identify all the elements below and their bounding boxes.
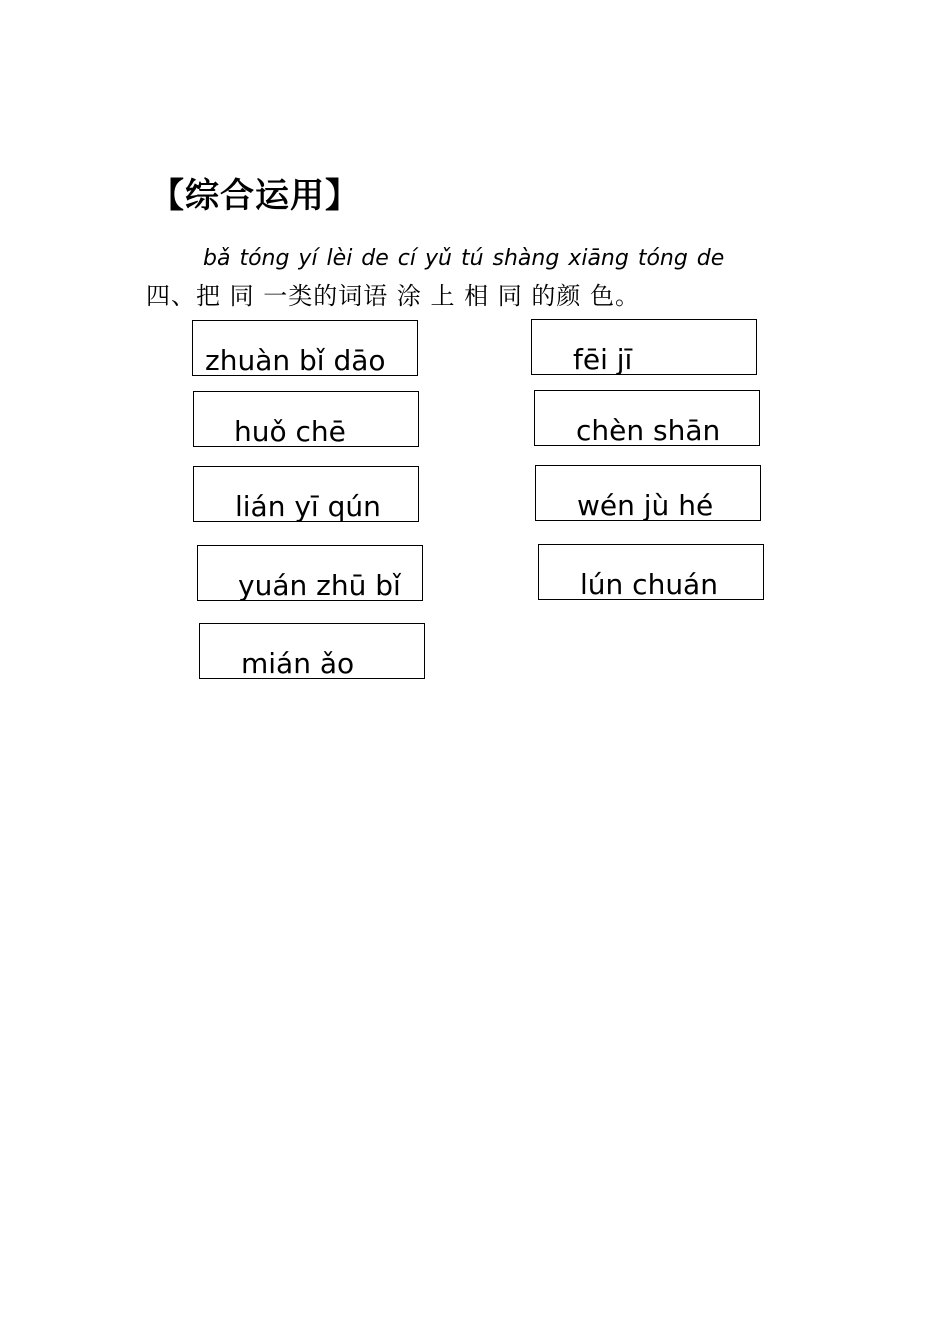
word-box-pinyin: chèn shān bbox=[576, 414, 721, 446]
word-box-3[interactable] bbox=[193, 391, 419, 447]
word-box-7[interactable] bbox=[197, 545, 423, 601]
word-box-pinyin: lián yī qún bbox=[235, 490, 381, 522]
word-box-pinyin: lún chuán bbox=[580, 568, 718, 600]
section-title: 【综合运用】 bbox=[150, 176, 360, 216]
word-box-4[interactable] bbox=[534, 390, 760, 446]
word-box-6[interactable] bbox=[535, 465, 761, 521]
word-box-8[interactable] bbox=[538, 544, 764, 600]
word-box-pinyin: zhuàn bǐ dāo bbox=[205, 344, 386, 376]
word-box-pinyin: yuán zhū bǐ bbox=[238, 569, 401, 601]
word-box-pinyin: fēi jī bbox=[573, 343, 633, 375]
question-instruction: 四、把 同 一类的词语 涂 上 相 同 的颜 色。 bbox=[146, 282, 641, 310]
word-box-pinyin: wén jù hé bbox=[577, 489, 714, 521]
word-box-9[interactable] bbox=[199, 623, 425, 679]
word-box-pinyin: huǒ chē bbox=[234, 415, 346, 447]
word-box-2[interactable] bbox=[531, 319, 757, 375]
word-box-pinyin: mián ǎo bbox=[241, 647, 355, 679]
word-box-5[interactable] bbox=[193, 466, 419, 522]
word-box-1[interactable] bbox=[192, 320, 418, 376]
question-pinyin: bǎ tóng yí lèi de cí yǔ tú shàng xiāng tóng de bbox=[203, 246, 725, 271]
